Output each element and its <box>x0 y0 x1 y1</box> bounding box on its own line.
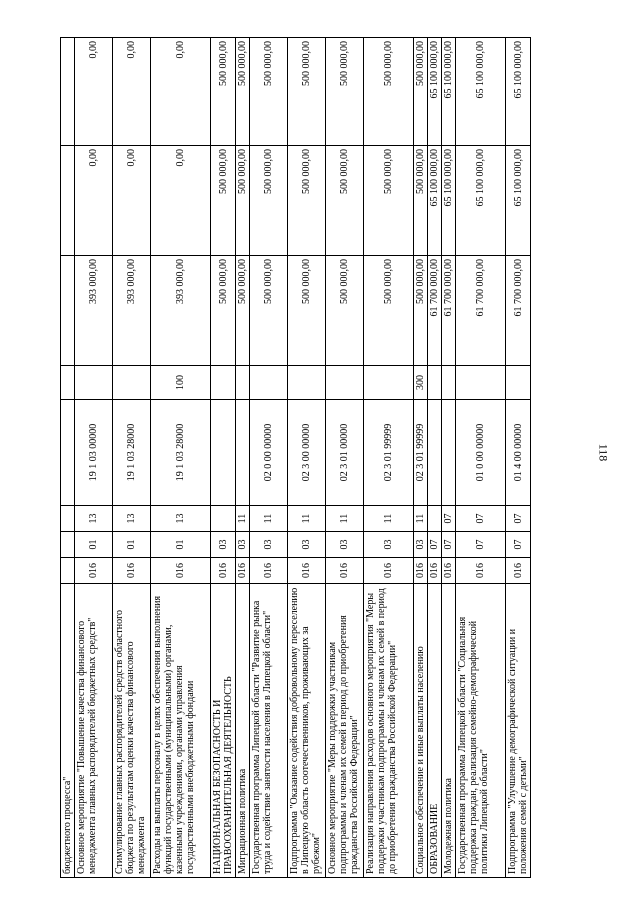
section-code: 07 <box>442 532 456 558</box>
row-name: Государственная программа Липецкой области "Развитие рынка труда и содействие занятости населения в Липецкой области" <box>250 584 288 878</box>
value-year2: 500 000,00 <box>236 146 250 256</box>
row-name: Государственная программа Липецкой области "Социальная поддержка граждан, реализация семейно-демографической политики Липецкой области" <box>456 584 506 878</box>
value-year2: 500 000,00 <box>288 146 326 256</box>
value-year1: 61 700 000,00 <box>428 256 442 366</box>
row-name: Стимулирование главных распорядителей средств областного бюджета по результатам оценки качества финансового менеджмента <box>113 584 151 878</box>
table-row <box>456 38 506 878</box>
section-code: 03 <box>364 532 414 558</box>
expense-type <box>326 366 364 400</box>
subsection-code: 13 <box>113 506 151 532</box>
admin-code: 016 <box>326 558 364 584</box>
subsection-code <box>61 506 75 532</box>
value-year2: 500 000,00 <box>211 146 236 256</box>
admin-code: 016 <box>75 558 113 584</box>
table-row <box>151 38 211 878</box>
value-year3: 65 100 000,00 <box>428 38 442 146</box>
value-year3: 65 100 000,00 <box>456 38 506 146</box>
row-name: Социальное обеспечение и иные выплаты населению <box>414 584 428 878</box>
admin-code: 016 <box>151 558 211 584</box>
subsection-code: 13 <box>151 506 211 532</box>
section-code: 03 <box>250 532 288 558</box>
value-year2: 500 000,00 <box>364 146 414 256</box>
value-year1: 500 000,00 <box>414 256 428 366</box>
value-year2: 500 000,00 <box>250 146 288 256</box>
expense-type <box>211 366 236 400</box>
subsection-code: 11 <box>326 506 364 532</box>
subsection-code: 11 <box>250 506 288 532</box>
value-year1: 500 000,00 <box>211 256 236 366</box>
row-name: ОБРАЗОВАНИЕ <box>428 584 442 878</box>
value-year1 <box>61 256 75 366</box>
target-article <box>61 400 75 506</box>
table-row <box>236 38 250 878</box>
subsection-code: 11 <box>288 506 326 532</box>
value-year2 <box>61 146 75 256</box>
table-body <box>61 38 531 878</box>
section-code: 07 <box>456 532 506 558</box>
value-year3: 500 000,00 <box>288 38 326 146</box>
table-row <box>506 38 531 878</box>
section-code: 01 <box>75 532 113 558</box>
value-year1: 61 700 000,00 <box>456 256 506 366</box>
subsection-code <box>211 506 236 532</box>
subsection-code: 13 <box>75 506 113 532</box>
value-year2: 500 000,00 <box>414 146 428 256</box>
value-year3: 0,00 <box>113 38 151 146</box>
value-year2: 0,00 <box>151 146 211 256</box>
value-year3: 500 000,00 <box>326 38 364 146</box>
expense-type <box>113 366 151 400</box>
expense-type <box>236 366 250 400</box>
budget-table <box>60 37 531 878</box>
subsection-code: 11 <box>236 506 250 532</box>
value-year3: 65 100 000,00 <box>442 38 456 146</box>
row-name: Основное мероприятие "Повышение качества финансового менеджмента главных распорядителей бюджетных средств" <box>75 584 113 878</box>
subsection-code: 11 <box>414 506 428 532</box>
value-year1: 61 700 000,00 <box>442 256 456 366</box>
section-code: 01 <box>113 532 151 558</box>
target-article: 02 3 01 99999 <box>364 400 414 506</box>
target-article: 02 3 01 99999 <box>414 400 428 506</box>
value-year3: 500 000,00 <box>250 38 288 146</box>
value-year1: 500 000,00 <box>250 256 288 366</box>
value-year2: 500 000,00 <box>326 146 364 256</box>
admin-code: 016 <box>364 558 414 584</box>
value-year2: 65 100 000,00 <box>442 146 456 256</box>
table-row <box>428 38 442 878</box>
section-code: 03 <box>288 532 326 558</box>
table-row <box>364 38 414 878</box>
target-article <box>211 400 236 506</box>
expense-type <box>61 366 75 400</box>
value-year2: 65 100 000,00 <box>428 146 442 256</box>
value-year1: 61 700 000,00 <box>506 256 531 366</box>
section-code: 03 <box>414 532 428 558</box>
section-code: 03 <box>326 532 364 558</box>
admin-code: 016 <box>113 558 151 584</box>
row-name: Миграционная политика <box>236 584 250 878</box>
expense-type <box>428 366 442 400</box>
table-row <box>61 38 75 878</box>
rotated-page <box>60 38 580 878</box>
value-year1: 500 000,00 <box>364 256 414 366</box>
expense-type: 300 <box>414 366 428 400</box>
expense-type <box>250 366 288 400</box>
value-year2: 0,00 <box>113 146 151 256</box>
row-name: Подпрограмма "Улучшение демографической ситуации и положения семей с детьми" <box>506 584 531 878</box>
admin-code: 016 <box>506 558 531 584</box>
target-article: 19 1 03 28000 <box>113 400 151 506</box>
value-year2: 65 100 000,00 <box>506 146 531 256</box>
target-article <box>442 400 456 506</box>
page-number: 118 <box>596 443 611 462</box>
row-name: Реализация направления расходов основного мероприятия "Меры поддержки участникам подпрограммы и членам их семей в период до приобретения гражданства Российской Федерации" <box>364 584 414 878</box>
target-article: 19 1 03 28000 <box>151 400 211 506</box>
section-code: 03 <box>236 532 250 558</box>
row-name: бюджетного процесса" <box>61 584 75 878</box>
subsection-code: 11 <box>364 506 414 532</box>
value-year3 <box>61 38 75 146</box>
value-year1: 393 000,00 <box>113 256 151 366</box>
table-row <box>113 38 151 878</box>
target-article: 02 0 00 00000 <box>250 400 288 506</box>
table-row <box>414 38 428 878</box>
target-article <box>236 400 250 506</box>
value-year1: 500 000,00 <box>288 256 326 366</box>
expense-type: 100 <box>151 366 211 400</box>
table-row <box>250 38 288 878</box>
section-code <box>61 532 75 558</box>
subsection-code: 07 <box>442 506 456 532</box>
admin-code: 016 <box>236 558 250 584</box>
value-year2: 65 100 000,00 <box>456 146 506 256</box>
subsection-code: 07 <box>506 506 531 532</box>
section-code: 03 <box>211 532 236 558</box>
table-row <box>288 38 326 878</box>
target-article: 19 1 03 00000 <box>75 400 113 506</box>
expense-type <box>506 366 531 400</box>
value-year1: 393 000,00 <box>75 256 113 366</box>
value-year3: 500 000,00 <box>211 38 236 146</box>
row-name: Подпрограмма "Оказание содействия добровольному переселению в Липецкую область соотечественников, проживающих за рубежом" <box>288 584 326 878</box>
admin-code: 016 <box>288 558 326 584</box>
row-name: Расходы на выплаты персоналу в целях обеспечения выполнения функций государственными (муниципальными) органами, казенными учреждениями, органами управления государственными внебюджетными фондами <box>151 584 211 878</box>
table-row <box>326 38 364 878</box>
section-code: 01 <box>151 532 211 558</box>
table-row <box>75 38 113 878</box>
admin-code: 016 <box>428 558 442 584</box>
expense-type <box>75 366 113 400</box>
row-name: НАЦИОНАЛЬНАЯ БЕЗОПАСНОСТЬ И ПРАВООХРАНИТЕЛЬНАЯ ДЕЯТЕЛЬНОСТЬ <box>211 584 236 878</box>
admin-code: 016 <box>456 558 506 584</box>
value-year3: 500 000,00 <box>414 38 428 146</box>
admin-code: 016 <box>442 558 456 584</box>
admin-code: 016 <box>250 558 288 584</box>
value-year1: 500 000,00 <box>236 256 250 366</box>
admin-code: 016 <box>414 558 428 584</box>
table-row <box>211 38 236 878</box>
value-year3: 0,00 <box>151 38 211 146</box>
section-code: 07 <box>506 532 531 558</box>
value-year3: 500 000,00 <box>236 38 250 146</box>
section-code: 07 <box>428 532 442 558</box>
target-article: 02 3 01 00000 <box>326 400 364 506</box>
value-year3: 500 000,00 <box>364 38 414 146</box>
value-year2: 0,00 <box>75 146 113 256</box>
target-article: 02 3 00 00000 <box>288 400 326 506</box>
expense-type <box>456 366 506 400</box>
target-article: 01 0 00 00000 <box>456 400 506 506</box>
subsection-code <box>428 506 442 532</box>
admin-code: 016 <box>211 558 236 584</box>
subsection-code: 07 <box>456 506 506 532</box>
value-year1: 500 000,00 <box>326 256 364 366</box>
target-article <box>428 400 442 506</box>
target-article: 01 4 00 00000 <box>506 400 531 506</box>
admin-code <box>61 558 75 584</box>
value-year3: 0,00 <box>75 38 113 146</box>
table-row <box>442 38 456 878</box>
value-year1: 393 000,00 <box>151 256 211 366</box>
row-name: Молодежная политика <box>442 584 456 878</box>
expense-type <box>288 366 326 400</box>
expense-type <box>442 366 456 400</box>
expense-type <box>364 366 414 400</box>
row-name: Основное мероприятие "Меры поддержки участникам подпрограммы и членам их семей в период до приобретения гражданства Российской Федерации" <box>326 584 364 878</box>
value-year3: 65 100 000,00 <box>506 38 531 146</box>
